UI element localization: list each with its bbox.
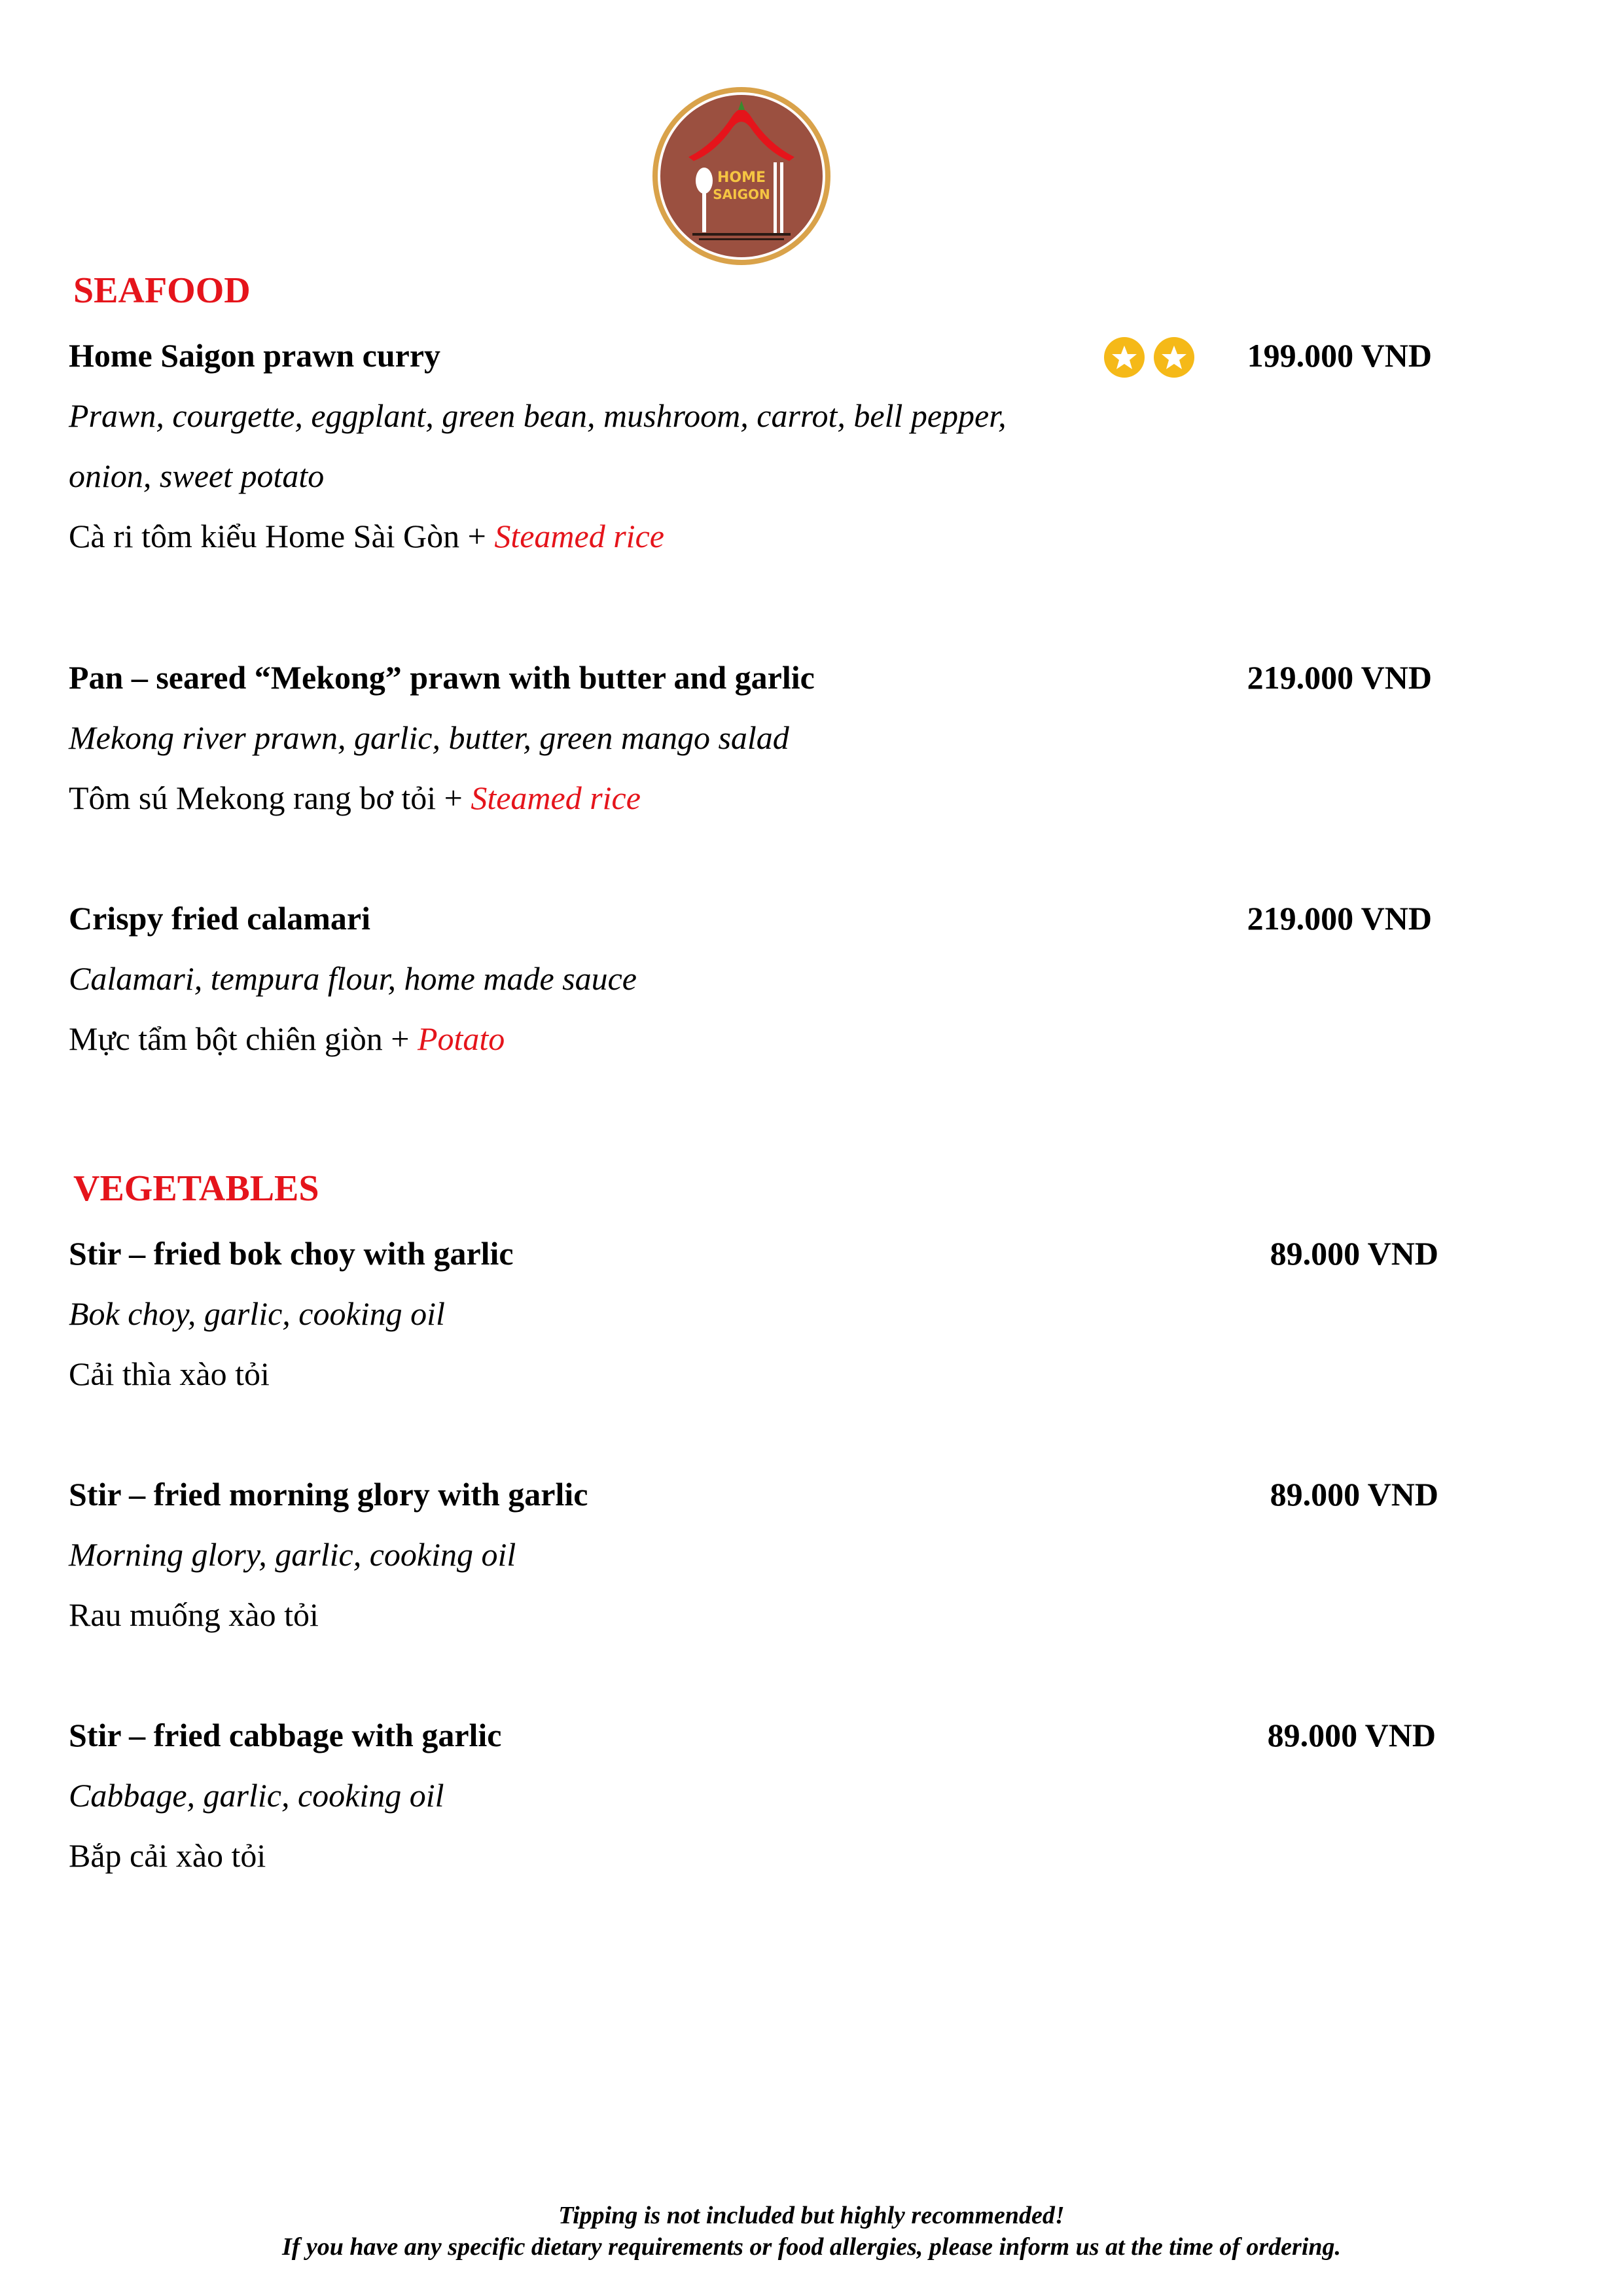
star-icon	[1103, 336, 1145, 378]
dish-name: Stir – fried morning glory with garlic	[69, 1476, 588, 1513]
home-saigon-logo-icon	[649, 84, 834, 268]
dish-name: Pan – seared “Mekong” prawn with butter and garlic	[69, 659, 815, 696]
restaurant-logo	[649, 84, 834, 268]
footer-tipping-note: Tipping is not included but highly recommended!	[558, 2202, 1065, 2229]
dish-vietnamese-name: Tôm sú Mekong rang bơ tỏi + Steamed rice	[69, 780, 641, 816]
dish-description: Morning glory, garlic, cooking oil	[69, 1536, 516, 1573]
dish-price: 219.000 VND	[1247, 900, 1432, 937]
side-dish: Steamed rice	[494, 518, 664, 554]
dish-description: Mekong river prawn, garlic, butter, green mango salad	[69, 719, 789, 756]
star-icon	[1153, 336, 1195, 378]
dish-vietnamese-name: Cà ri tôm kiểu Home Sài Gòn + Steamed rice	[69, 518, 664, 554]
dish-price: 219.000 VND	[1247, 659, 1432, 696]
dish-price: 89.000 VND	[1267, 1717, 1436, 1753]
side-dish: Potato	[417, 1020, 505, 1057]
svg-text:HOME: HOME	[717, 170, 766, 186]
spice-rating	[1103, 336, 1203, 382]
dish-name: Home Saigon prawn curry	[69, 337, 441, 374]
footer-allergy-note: If you have any specific dietary requirements or food allergies, please inform us at the time of ordering.	[281, 2233, 1342, 2261]
dish-name: Stir – fried bok choy with garlic	[69, 1235, 514, 1272]
dish-vietnamese-name: Bắp cải xào tỏi	[69, 1837, 266, 1874]
side-dish: Steamed rice	[471, 780, 641, 816]
dish-vietnamese-name: Cải thìa xào tỏi	[69, 1355, 270, 1392]
section-title-seafood: SEAFOOD	[73, 270, 251, 311]
dish-description: Bok choy, garlic, cooking oil	[69, 1295, 445, 1332]
dish-description: Calamari, tempura flour, home made sauce	[69, 960, 637, 997]
dish-price: 199.000 VND	[1247, 337, 1432, 374]
dish-vietnamese-name: Mực tẩm bột chiên giòn + Potato	[69, 1020, 505, 1057]
section-title-vegetables: VEGETABLES	[73, 1168, 319, 1209]
dish-price: 89.000 VND	[1270, 1476, 1438, 1513]
dish-description: Cabbage, garlic, cooking oil	[69, 1777, 444, 1814]
svg-text:SAIGON: SAIGON	[713, 187, 770, 202]
dish-price: 89.000 VND	[1270, 1235, 1438, 1272]
dish-description: Prawn, courgette, eggplant, green bean, mushroom, carrot, bell pepper,	[69, 397, 1007, 434]
dish-name: Stir – fried cabbage with garlic	[69, 1717, 502, 1753]
dish-description: onion, sweet potato	[69, 457, 325, 494]
dish-name: Crispy fried calamari	[69, 900, 371, 937]
dish-vietnamese-name: Rau muống xào tỏi	[69, 1596, 319, 1633]
